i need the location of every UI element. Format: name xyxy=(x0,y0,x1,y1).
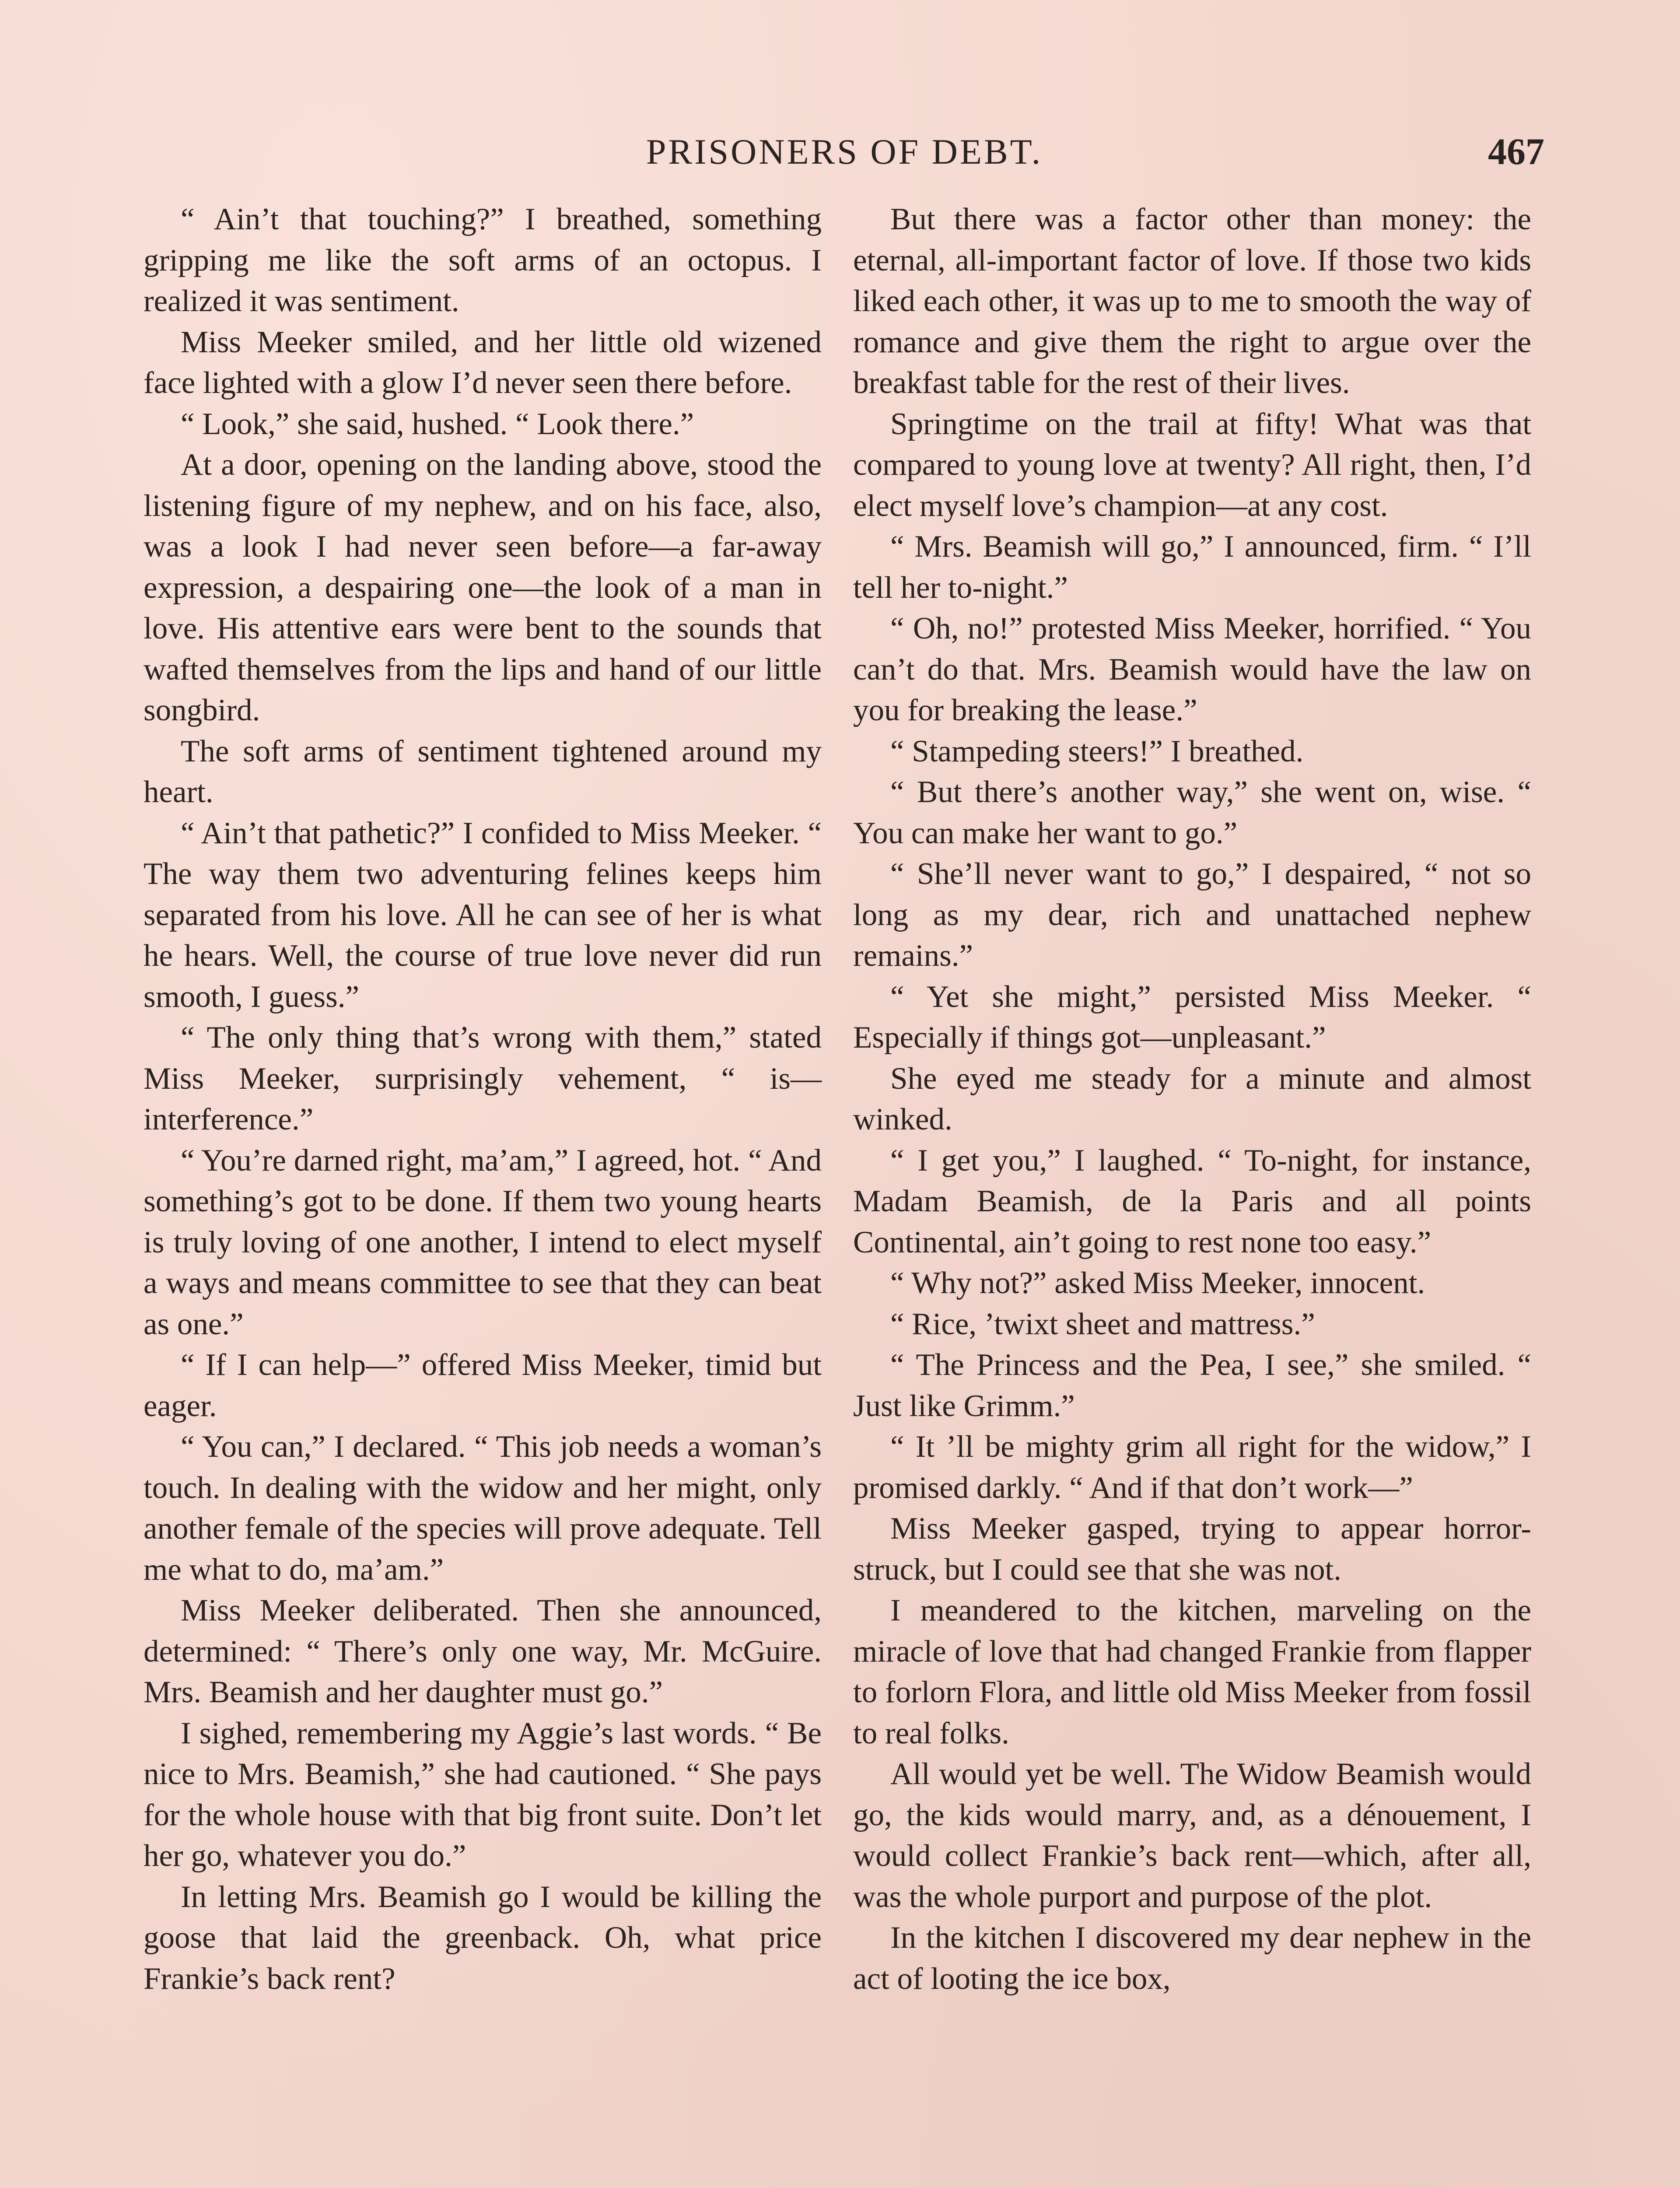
paragraph: “ The only thing that’s wrong with them,” stated Miss Meeker, surprisingly vehement, “ is—interference.” xyxy=(144,1020,822,1136)
paragraph: Miss Meeker deliberated. Then she announced, determined: “ There’s only one way, Mr. McGuire. Mrs. Beamish and her daughter must go.” xyxy=(144,1593,822,1709)
paragraph: But there was a factor other than money: the eternal, all-important factor of love. If those two kids liked each other, it was up to me to smooth the way of romance and give them the right to argue over the breakfast table for the rest of their lives. xyxy=(853,202,1531,400)
paragraph: In letting Mrs. Beamish go I would be killing the goose that laid the greenback. Oh, what price Frankie’s back rent? xyxy=(144,1879,822,1996)
paragraph: She eyed me steady for a minute and almost winked. xyxy=(853,1061,1531,1136)
paragraph: “ I get you,” I laughed. “ To-night, for instance, Madam Beamish, de la Paris and all points Continental, ain’t going to rest none too easy.” xyxy=(853,1143,1531,1259)
page-number: 467 xyxy=(1488,130,1544,172)
paragraph: “ It ’ll be mighty grim all right for the widow,” I promised darkly. “ And if that don’t work—” xyxy=(853,1430,1531,1505)
paragraph: Springtime on the trail at fifty! What was that compared to young love at twenty? All right, then, I’d elect myself love’s champion—at any cost. xyxy=(853,407,1531,523)
paragraph: In the kitchen I discovered my dear nephew in the act of looting the ice box, xyxy=(853,1921,1531,1996)
paragraph: “ But there’s another way,” she went on, wise. “ You can make her want to go.” xyxy=(853,775,1531,850)
paragraph: At a door, opening on the landing above, stood the listening figure of my nephew, and on his face, also, was a look I had never seen before—a far-away expression, a despairing one—the look of a man in love. His attentive ears were bent to the sounds that wafted themselves from the lips and hand of our little songbird. xyxy=(144,448,822,727)
page-header xyxy=(144,127,1544,175)
paragraph: I meandered to the kitchen, marveling on the miracle of love that had changed Frankie from flapper to forlorn Flora, and little old Miss Meeker from fossil to real folks. xyxy=(853,1593,1531,1750)
paragraph: “ The Princess and the Pea, I see,” she smiled. “ Just like Grimm.” xyxy=(853,1348,1531,1423)
paragraph: “ If I can help—” offered Miss Meeker, timid but eager. xyxy=(144,1348,822,1423)
text-column-right xyxy=(853,199,1531,1999)
running-title: PRISONERS OF DEBT. xyxy=(646,132,1043,172)
paragraph: “ Ain’t that touching?” I breathed, something gripping me like the soft arms of an octopus. I realized it was sentiment. xyxy=(144,202,822,318)
text-column-left xyxy=(144,199,822,1999)
paragraph: “ Yet she might,” persisted Miss Meeker. “ Especially if things got—unpleasant.” xyxy=(853,979,1531,1055)
paragraph: “ You can,” I declared. “ This job needs a woman’s touch. In dealing with the widow and her might, only another female of the species will prove adequate. Tell me what to do, ma’am.” xyxy=(144,1430,822,1587)
paragraph: “ She’ll never want to go,” I despaired, “ not so long as my dear, rich and unattached nephew remains.” xyxy=(853,857,1531,973)
paragraph: The soft arms of sentiment tightened around my heart. xyxy=(144,734,822,809)
paragraph: “ Ain’t that pathetic?” I confided to Miss Meeker. “ The way them two adventuring felines keeps him separated from his love. All he can see of her is what he hears. Well, the course of true love never did run smooth, I guess.” xyxy=(144,816,822,1014)
paragraph: Miss Meeker smiled, and her little old wizened face lighted with a glow I’d never seen there before. xyxy=(144,325,822,400)
paragraph: “ Mrs. Beamish will go,” I announced, firm. “ I’ll tell her to-night.” xyxy=(853,529,1531,605)
paragraph: “ Why not?” asked Miss Meeker, innocent. xyxy=(890,1266,1425,1300)
paragraph: “ Rice, ’twixt sheet and mattress.” xyxy=(890,1307,1315,1341)
paragraph: “ You’re darned right, ma’am,” I agreed, hot. “ And something’s got to be done. If them two young hearts is truly loving of one another, I intend to elect myself a ways and means committee to see that they can beat as one.” xyxy=(144,1143,822,1341)
paragraph: I sighed, remembering my Aggie’s last words. “ Be nice to Mrs. Beamish,” she had cautioned. “ She pays for the whole house with that big front suite. Don’t let her go, whatever you do.” xyxy=(144,1716,822,1873)
paragraph: Miss Meeker gasped, trying to appear horror-struck, but I could see that she was not. xyxy=(853,1511,1531,1587)
paragraph: “ Look,” she said, hushed. “ Look there.” xyxy=(181,407,694,441)
paragraph: All would yet be well. The Widow Beamish would go, the kids would marry, and, as a dénouement, I would collect Frankie’s back rent—which, after all, was the whole purport and purpose of the plot. xyxy=(853,1757,1531,1914)
paragraph: “ Oh, no!” protested Miss Meeker, horrified. “ You can’t do that. Mrs. Beamish would have the law on you for breaking the lease.” xyxy=(853,611,1531,727)
paragraph: “ Stampeding steers!” I breathed. xyxy=(890,734,1304,768)
